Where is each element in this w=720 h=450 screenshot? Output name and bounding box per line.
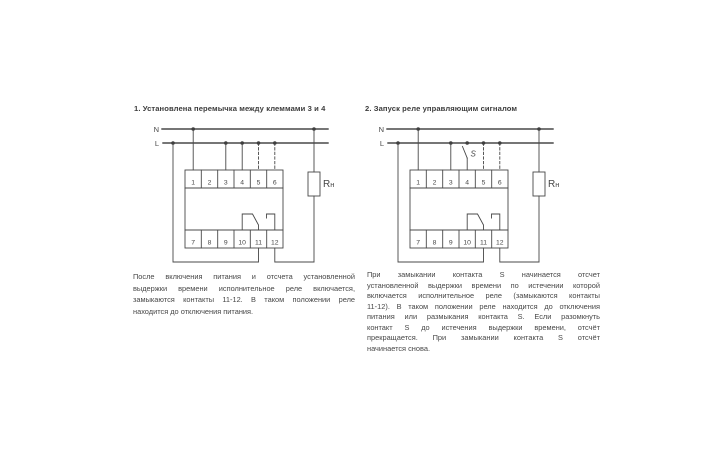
description-line: установленной выдержки времени по истечении которой [367,280,600,290]
svg-text:11: 11 [479,239,488,247]
svg-text:7: 7 [416,239,421,247]
output-load-wire [500,248,539,262]
bottom-terminal-strip [185,230,283,248]
svg-text:5: 5 [256,179,261,187]
wiring-diagram-control-signal [356,118,561,268]
bottom-terminal-strip [410,230,508,248]
wiring-diagram-jumper-mode [131,118,336,268]
neutral-label: N [378,125,384,134]
description-line: При замыкании контакта S начинается отсчет [367,270,600,279]
description-control-signal [367,270,600,354]
svg-text:8: 8 [432,239,437,247]
description-line: питания или размыкания контакта S. Если разомкнуть [367,312,600,321]
load-resistor-symbol [533,129,545,262]
svg-text:7: 7 [191,239,196,247]
top-terminal-strip [410,170,508,188]
relay-contact-symbol [242,214,275,230]
svg-text:12: 12 [271,239,279,247]
description-line: контакт S до истечения выдержки времени, отсчёт [367,322,600,332]
description-line: выдержки времени исполнительное реле включается, [133,283,355,293]
description-line: прекращается. При замыкании контакта S отсчёт [367,333,600,342]
svg-text:3: 3 [448,179,453,187]
terminal-numbers [191,180,278,247]
description-line: 11-12). В таком положении реле находится до отключения [367,301,600,311]
relay-contact-symbol [467,214,500,230]
svg-text:8: 8 [207,239,212,247]
description-line: начинается снова. [367,343,431,353]
svg-text:4: 4 [240,179,245,187]
neutral-label: N [153,125,159,134]
svg-text:9: 9 [223,239,228,247]
svg-text:10: 10 [238,239,246,247]
switch-label: S [470,149,476,159]
svg-text:2: 2 [432,179,437,187]
output-load-wire [275,248,314,262]
terminal-numbers [416,180,503,247]
description-jumper-mode [133,271,355,317]
description-line: После включения питания и отсчета установленной [133,272,355,281]
svg-text:1: 1 [191,179,196,187]
svg-text:6: 6 [272,179,277,187]
svg-text:2: 2 [207,179,212,187]
svg-text:1: 1 [416,179,421,187]
svg-text:6: 6 [497,179,502,187]
svg-text:12: 12 [496,239,504,247]
svg-text:3: 3 [223,179,228,187]
description-line: включается исполнительное реле (замыкаются контакты [367,291,600,300]
section-title-jumper-mode: 1. Установлена перемычка между клеммами 3 и 4 [134,104,326,113]
description-line: замыкаются контакты 11-12. В таком положении реле [133,295,355,305]
svg-text:9: 9 [448,239,453,247]
description-line: находится до отключения питания. [133,306,254,316]
svg-text:10: 10 [463,239,471,247]
top-terminal-strip [185,170,283,188]
control-switch-symbol [463,147,468,171]
svg-text:5: 5 [481,179,486,187]
phase-label: L [154,139,159,148]
load-resistor-symbol [308,129,320,262]
load-resistor-label: Rн [323,179,335,190]
section-title-control-signal: 2. Запуск реле управляющим сигналом [365,104,518,113]
svg-text:4: 4 [465,179,470,187]
phase-label: L [379,139,384,148]
load-resistor-label: Rн [548,179,560,190]
svg-text:11: 11 [254,239,263,247]
